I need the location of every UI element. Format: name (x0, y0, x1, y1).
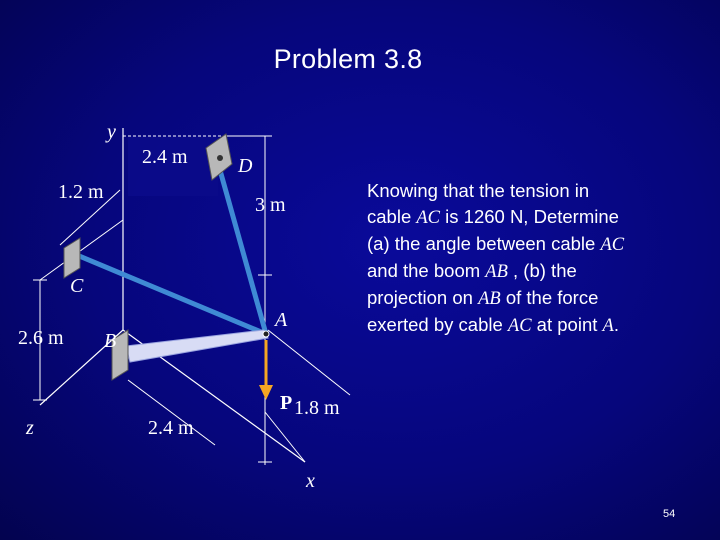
problem-text-segment: AC (416, 208, 441, 228)
problem-text-segment: projection on (367, 287, 479, 308)
axis-label-z: z (26, 417, 34, 439)
problem-line (367, 178, 712, 204)
problem-text-segment: cable (367, 206, 417, 227)
problem-text-segment: is 1260 N, Determine (440, 206, 619, 227)
point-label-d: D (238, 155, 253, 177)
cable-ad (218, 163, 266, 334)
point-label-c: C (70, 275, 84, 297)
problem-line (367, 258, 712, 285)
problem-text-segment: AB (478, 289, 501, 309)
problem-text-segment: at point (531, 314, 603, 335)
problem-text-segment: and the boom (367, 260, 486, 281)
problem-line (367, 204, 712, 231)
boom-ab (126, 330, 268, 362)
problem-line (367, 285, 712, 312)
axis-label-x: x (306, 470, 315, 492)
page-number: 54 (663, 508, 676, 520)
dim-label-left-height: 1.2 m (58, 181, 104, 203)
slide-title: Problem 3.8 (273, 44, 423, 74)
problem-text-segment: AC (600, 235, 625, 255)
problem-text-segment: (a) the angle between cable (367, 233, 601, 254)
problem-line (367, 231, 712, 258)
axis-label-y: y (107, 121, 116, 143)
problem-text-segment: exerted by cable (367, 314, 508, 335)
problem-line (367, 312, 712, 339)
problem-statement (367, 178, 712, 339)
problem-text-segment: of the force (500, 287, 599, 308)
bracket-c (64, 238, 80, 278)
problem-text-segment: AC (507, 316, 532, 336)
problem-text-segment: Knowing that the tension in (367, 180, 590, 201)
problem-text-segment: . (613, 314, 619, 335)
problem-text-segment: A (602, 316, 614, 336)
point-label-b: B (104, 330, 117, 352)
dim-label-right-height: 3 m (255, 194, 286, 216)
point-label-a: A (275, 309, 288, 331)
force-label-p: P (280, 392, 293, 414)
x-dim-line (268, 330, 350, 395)
dim-label-bottom-width: 2.4 m (148, 417, 194, 439)
force-p-arrowhead (259, 385, 273, 400)
dim-label-x-depth: 1.8 m (294, 397, 340, 419)
cable-ac (72, 253, 266, 334)
dim-label-top-width: 2.4 m (142, 146, 188, 168)
problem-text-segment: AB (485, 262, 508, 282)
problem-text-segment: , (b) the (507, 260, 577, 281)
pin-d (217, 155, 223, 161)
joint-a (263, 331, 269, 337)
dim-label-z-depth: 2.6 m (18, 327, 64, 349)
